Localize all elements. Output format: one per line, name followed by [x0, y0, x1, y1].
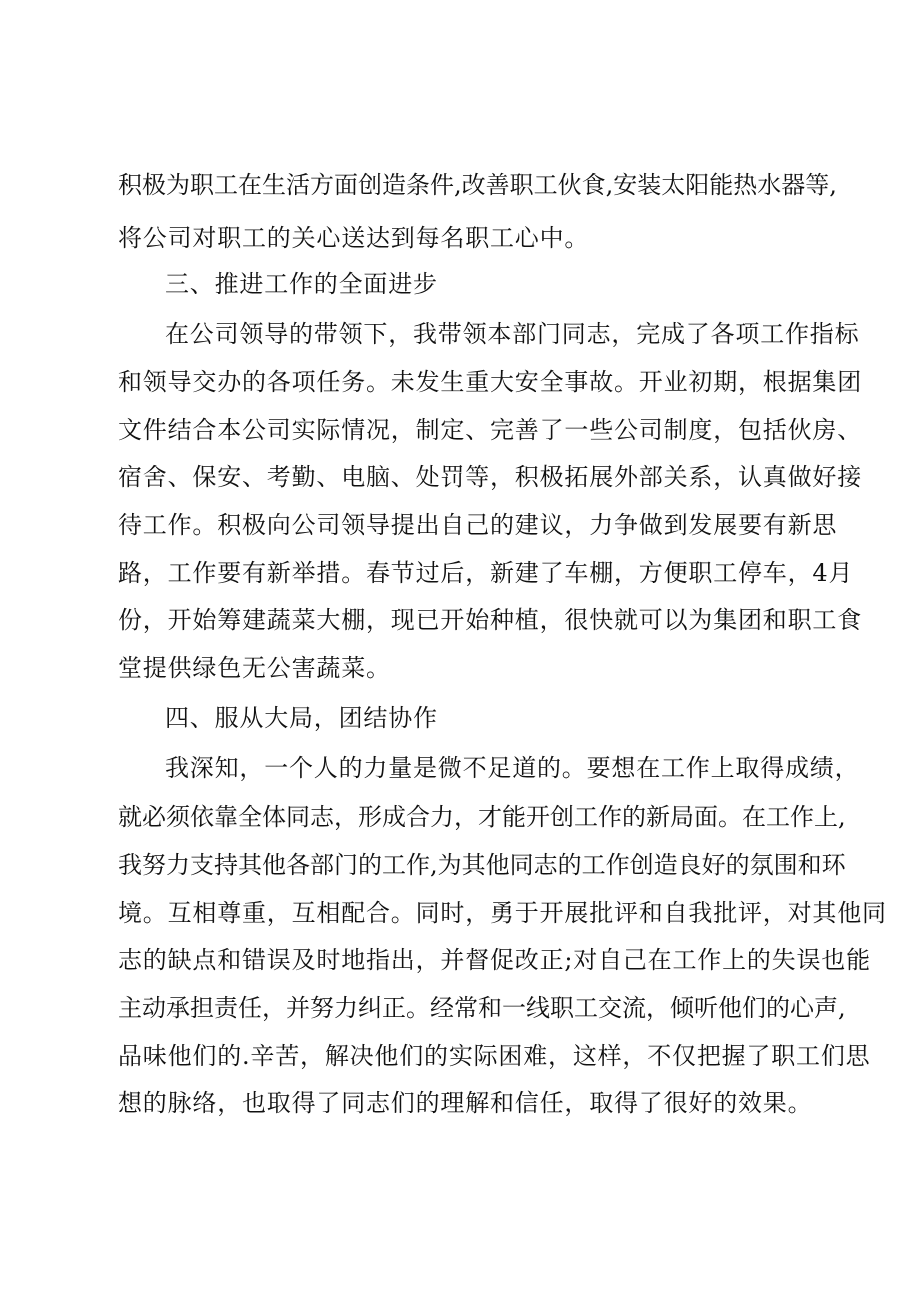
paragraph-line-10: 份，开始筹建蔬菜大棚，现已开始种植，很快就可以为集团和职工食	[118, 606, 862, 634]
paragraph-line-11: 堂提供绿色无公害蔬菜。	[118, 654, 391, 682]
paragraph-line-9: 路，工作要有新举措。春节过后，新建了车棚，方便职工停车，4月	[118, 559, 854, 587]
paragraph-line-2: 将公司对职工的关心送达到每名职工心中。	[118, 224, 590, 252]
paragraph-line-19: 品味他们的.辛苦，解决他们的实际困难，这样，不仅把握了职工们思	[118, 1042, 871, 1070]
paragraph-line-6: 文件结合本公司实际情况，制定、完善了一些公司制度，包括伙房、	[118, 416, 862, 444]
paragraph-line-7: 宿舍、保安、考勤、电脑、处罚等，积极拓展外部关系，认真做好接	[118, 463, 862, 491]
paragraph-line-20: 想的脉络，也取得了同志们的理解和信任，取得了很好的效果。	[118, 1089, 813, 1117]
paragraph-line-13: 我深知，一个人的力量是微不足道的。要想在工作上取得成绩，	[165, 754, 860, 782]
paragraph-line-18: 主动承担责任，并努力纠正。经常和一线职工交流，倾听他们的心声,	[118, 994, 846, 1022]
paragraph-line-16: 境。互相尊重，互相配合。同时，勇于开展批评和自我批评，对其他同	[118, 899, 887, 927]
section-heading-3: 三、推进工作的全面进步	[165, 270, 438, 298]
paragraph-line-8: 待工作。积极向公司领导提出自己的建议，力争做到发展要有新思	[118, 511, 838, 539]
paragraph-line-17: 志的缺点和错误及时地指出，并督促改正;对自己在工作上的失误也能	[118, 946, 871, 974]
paragraph-line-1: 积极为职工在生活方面创造条件,改善职工伙食,安装太阳能热水器等,	[118, 171, 837, 199]
paragraph-line-5: 和领导交办的各项任务。未发生重大安全事故。开业初期，根据集团	[118, 368, 862, 396]
paragraph-line-14: 就必须依靠全体同志，形成合力，才能开创工作的新局面。在工作上,	[118, 803, 846, 831]
section-heading-4: 四、服从大局，团结协作	[165, 704, 438, 732]
paragraph-line-4: 在公司领导的带领下，我带领本部门同志，完成了各项工作指标	[165, 320, 860, 348]
paragraph-line-15: 我努力支持其他各部门的工作,为其他同志的工作创造良好的氛围和环	[118, 851, 846, 879]
